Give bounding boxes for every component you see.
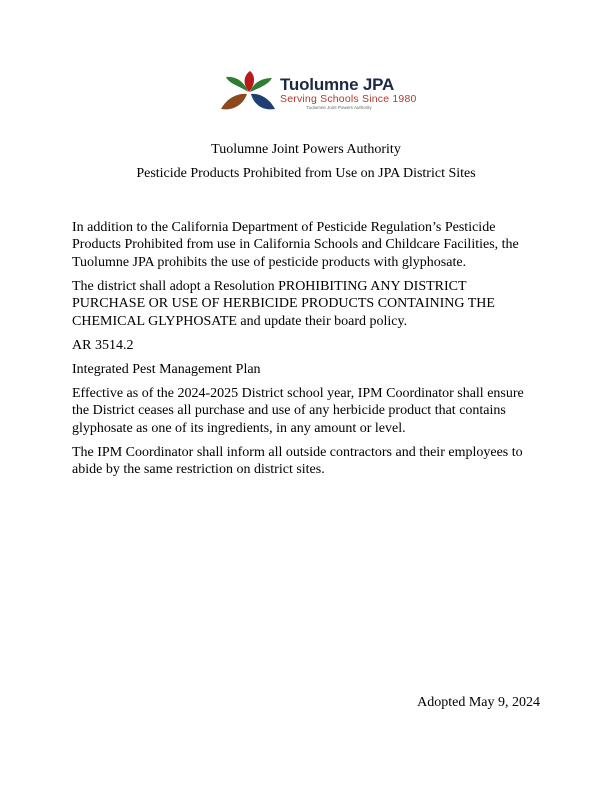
intro-paragraph: In addition to the California Department of Pesticide Regulation’s Pesticide Products Prohibited from use in California Schools and Childcare Facilities, the Tuolumne JPA prohibits the use of pesticide products with glyphosate. (72, 220, 519, 270)
adopted-date: Adopted May 9, 2024 (417, 695, 540, 710)
leaf-logo-icon (220, 70, 278, 112)
resolution-paragraph: The district shall adopt a Resolution PROHIBITING ANY DISTRICT PURCHASE OR USE OF HERBICIDE PRODUCTS CONTAINING THE CHEMICAL GLYPHOSATE and update their board policy. (72, 278, 495, 329)
document-body (72, 219, 540, 485)
document-title: Pesticide Products Prohibited from Use on JPA District Sites (136, 166, 476, 181)
regulation-title: Integrated Pest Management Plan (72, 361, 261, 377)
logo-tagline: Serving Schools Since 1980 (280, 93, 417, 105)
tuolumne-jpa-logo (220, 70, 417, 112)
regulation-number: AR 3514.2 (72, 337, 134, 353)
organization-heading: Tuolumne Joint Powers Authority (211, 142, 401, 157)
contractor-paragraph: The IPM Coordinator shall inform all outside contractors and their employees to abide by the same restriction on district sites. (72, 444, 523, 478)
logo-name: Tuolumne JPA (280, 75, 395, 94)
logo-subtitle: Tuolumne Joint Powers Authority (306, 105, 372, 110)
effective-paragraph: Effective as of the 2024-2025 District school year, IPM Coordinator shall ensure the District ceases all purchase and use of any herbicide product that contains glyphosate as one of its ingredients, in any amount or level. (72, 386, 524, 436)
